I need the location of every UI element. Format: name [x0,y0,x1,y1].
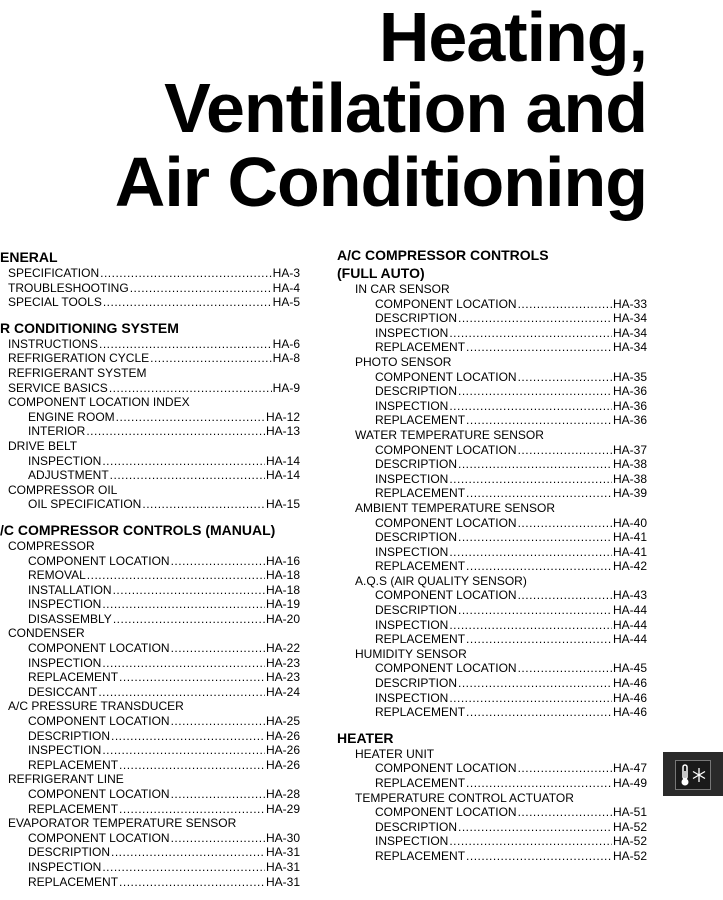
toc-entry[interactable] [0,424,300,439]
toc-entry-label: COMPONENT LOCATION [375,442,517,457]
toc-entry-label: COMPONENT LOCATION [375,296,517,311]
toc-page-number: HA-39 [612,486,647,501]
toc-entry[interactable] [337,472,647,487]
toc-entry-label: SERVICE BASICS [8,380,108,395]
toc-page-number: HA-44 [612,632,647,647]
dot-leader [109,381,272,396]
toc-entry[interactable] [337,805,647,820]
toc-entry-label: COMPONENT LOCATION [375,588,517,603]
dot-leader [111,729,265,744]
dot-leader [518,297,612,312]
toc-group-label: HUMIDITY SENSOR [355,646,467,661]
toc-entry[interactable] [0,381,300,396]
toc-group-label: COMPRESSOR [8,538,95,553]
toc-entry[interactable] [337,326,647,341]
dot-leader [113,583,265,598]
toc-entry-label: INSPECTION [375,544,449,559]
toc-page-number: HA-46 [612,690,647,705]
toc-page-number: HA-18 [265,568,300,583]
dot-leader [466,559,612,574]
toc-page-number: HA-19 [265,597,300,612]
dot-leader [518,661,612,676]
toc-entry-label: DESCRIPTION [28,728,111,743]
dot-leader [518,588,612,603]
toc-entry[interactable] [0,831,300,846]
toc-entry[interactable] [0,554,300,569]
toc-entry-label: INSPECTION [375,617,449,632]
dot-leader [102,597,265,612]
toc-entry-label: INSPECTION [28,597,102,612]
toc-entry-label: INSPECTION [375,471,449,486]
toc-entry-label: COMPONENT LOCATION [28,553,170,568]
dot-leader [518,443,612,458]
dot-leader [458,676,612,691]
toc-page-number: HA-38 [612,457,647,472]
toc-entry[interactable] [337,413,647,428]
dot-leader [518,761,612,776]
dot-leader [449,618,612,633]
toc-entry[interactable] [0,497,300,512]
toc-page-number: HA-16 [265,553,300,568]
toc-group-label: COMPONENT LOCATION INDEX [8,395,190,410]
dot-leader [171,554,265,569]
toc-group-label: A.Q.S (AIR QUALITY SENSOR) [355,573,527,588]
toc-entry-label: REPLACEMENT [28,801,119,816]
dot-leader [518,516,612,531]
toc-entry[interactable] [337,632,647,647]
toc-entry-label: DESCRIPTION [375,457,458,472]
dot-leader [119,670,265,685]
dot-leader [111,845,265,860]
toc-entry[interactable] [0,714,300,729]
toc-entry-label: INSPECTION [28,859,102,874]
toc-entry[interactable] [337,516,647,531]
toc-page-number: HA-45 [612,661,647,676]
toc-page-number: HA-5 [272,295,300,310]
toc-entry[interactable] [337,457,647,472]
toc-entry-label: DESCRIPTION [375,311,458,326]
toc-entry-label: REPLACEMENT [28,757,119,772]
dot-leader [458,603,612,618]
toc-page-number: HA-41 [612,544,647,559]
toc-entry[interactable] [0,612,300,627]
toc-entry[interactable] [337,559,647,574]
toc-entry-label: DESCRIPTION [375,676,458,691]
toc-entry-label: INSPECTION [375,398,449,413]
toc-entry[interactable] [0,281,300,296]
toc-page-number: HA-14 [265,453,300,468]
dot-leader [99,337,272,352]
toc-entry[interactable] [337,311,647,326]
section-heading: (FULL AUTO) [337,265,425,281]
toc-page-number: HA-31 [265,874,300,889]
title-line-2: Ventilation and [164,69,647,147]
toc-page-number: HA-43 [612,588,647,603]
toc-page-number: HA-26 [265,728,300,743]
toc-page-number: HA-41 [612,530,647,545]
toc-entry-label: TROUBLESHOOTING [8,280,129,295]
toc-entry-label: REPLACEMENT [375,705,466,720]
dot-leader [142,497,265,512]
toc-entry[interactable] [0,568,300,583]
toc-entry[interactable] [0,802,300,817]
toc-entry-label: REPLACEMENT [375,340,466,355]
toc-entry[interactable] [337,370,647,385]
toc-page-number: HA-51 [612,805,647,820]
toc-entry[interactable] [0,845,300,860]
toc-entry[interactable] [337,834,647,849]
toc-page-number: HA-3 [272,266,300,280]
toc-page-number: HA-37 [612,442,647,457]
toc-page-number: HA-36 [612,413,647,428]
toc-entry[interactable] [337,761,647,776]
dot-leader [449,399,612,414]
dot-leader [130,281,272,296]
toc-page-number: HA-46 [612,705,647,720]
dot-leader [518,370,612,385]
toc-entry-label: DISASSEMBLY [28,611,112,626]
toc-entry[interactable] [0,860,300,875]
toc-entry[interactable] [337,384,647,399]
toc-page-number: HA-15 [265,497,300,512]
toc-entry-label: COMPONENT LOCATION [28,641,170,656]
toc-entry-label: COMPONENT LOCATION [375,661,517,676]
toc-page-number: HA-8 [272,351,300,366]
toc-entry-label: INSPECTION [28,655,102,670]
toc-entry-label: REPLACEMENT [375,413,466,428]
dot-leader [171,831,265,846]
toc-group-label: DRIVE BELT [8,438,78,453]
toc-entry-label: SPECIAL TOOLS [8,295,102,310]
toc-page-number: HA-9 [272,380,300,395]
toc-group-label: TEMPERATURE CONTROL ACTUATOR [355,790,574,805]
dot-leader [102,454,265,469]
dot-leader [116,410,265,425]
toc-entry[interactable] [337,603,647,618]
dot-leader [87,568,265,583]
toc-page-number: HA-14 [265,468,300,483]
toc-entry-label: INSTRUCTIONS [8,336,98,351]
toc-group-label: CONDENSER [8,626,85,641]
toc-entry-label: REPLACEMENT [375,776,466,790]
toc-page-number: HA-42 [612,559,647,574]
toc-page-number: HA-46 [612,676,647,691]
toc-entry[interactable] [0,875,300,890]
toc-page-number: HA-26 [265,757,300,772]
toc-group-label: WATER TEMPERATURE SENSOR [355,427,544,442]
toc-page-number: HA-18 [265,582,300,597]
toc-page-number: HA-34 [612,340,647,355]
dot-leader [458,384,612,399]
dot-leader [171,714,265,729]
toc-entry[interactable] [0,454,300,469]
toc-entry[interactable] [337,297,647,312]
toc-page-number: HA-29 [265,801,300,816]
toc-page-number: HA-28 [265,787,300,801]
dot-leader [119,875,265,890]
dot-leader [150,351,272,366]
toc-group-label: REFRIGERANT LINE [8,772,124,787]
toc-page-number: HA-49 [612,776,647,790]
section-heading: /C COMPRESSOR CONTROLS (MANUAL) [0,521,276,538]
toc-page-number: HA-31 [265,859,300,874]
title-line-1: Heating, [378,0,647,76]
toc-entry[interactable] [0,351,300,366]
toc-entry-label: INSPECTION [375,325,449,340]
toc-entry-label: DESCRIPTION [375,530,458,545]
toc-page-number: HA-36 [612,398,647,413]
thermometer-snowflake-icon [675,760,711,790]
toc-entry-label: COMPONENT LOCATION [375,515,517,530]
toc-page-number: HA-23 [265,670,300,685]
toc-entry[interactable] [337,676,647,691]
toc-entry[interactable] [337,340,647,355]
toc-entry-label: INSPECTION [375,834,449,849]
toc-entry[interactable] [337,776,647,791]
dot-leader [449,545,612,560]
dot-leader [102,743,265,758]
toc-entry[interactable] [0,656,300,671]
toc-entry[interactable] [0,597,300,612]
toc-page-number: HA-34 [612,325,647,340]
dot-leader [466,705,612,720]
toc-page-number: HA-44 [612,617,647,632]
toc-entry-label: REPLACEMENT [28,874,119,889]
toc-entry-label: COMPONENT LOCATION [28,787,170,801]
toc-right-column [337,246,647,864]
dot-leader [449,472,612,487]
dot-leader [103,295,272,310]
toc-entry[interactable] [0,583,300,598]
toc-entry-label: INSPECTION [28,743,102,758]
toc-entry[interactable] [0,787,300,802]
toc-page-number: HA-12 [265,409,300,424]
toc-page-number: HA-22 [265,641,300,656]
dot-leader [449,691,612,706]
section-heading: R CONDITIONING SYSTEM [0,319,179,336]
toc-page-number: HA-40 [612,515,647,530]
toc-entry-label: REFRIGERATION CYCLE [8,351,150,366]
toc-group-label: REFRIGERANT SYSTEM [8,365,147,380]
toc-entry[interactable] [0,743,300,758]
toc-entry-label: INSTALLATION [28,582,112,597]
toc-page-number: HA-23 [265,655,300,670]
dot-leader [458,457,612,472]
toc-group-label: COMPRESSOR OIL [8,482,118,497]
toc-page-number: HA-25 [265,714,300,729]
toc-left-column [0,248,300,889]
toc-page-number: HA-6 [272,336,300,351]
toc-entry-label: DESCRIPTION [28,845,111,860]
toc-entry-label: REPLACEMENT [28,670,119,685]
section-heading: HEATER [337,729,394,746]
toc-entry[interactable] [0,641,300,656]
dot-leader [119,758,265,773]
toc-entry-label: REPLACEMENT [375,559,466,574]
toc-group-label: EVAPORATOR TEMPERATURE SENSOR [8,816,237,831]
toc-entry[interactable] [337,486,647,501]
dot-leader [458,311,612,326]
dot-leader [102,656,265,671]
toc-page-number: HA-26 [265,743,300,758]
dot-leader [466,486,612,501]
dot-leader [449,834,612,849]
dot-leader [466,776,612,791]
section-heading: ENERAL [0,249,58,265]
toc-group-label: HEATER UNIT [355,746,435,761]
toc-entry-label: DESCRIPTION [375,603,458,618]
dot-leader [102,860,265,875]
toc-entry[interactable] [337,545,647,560]
toc-page-number: HA-44 [612,603,647,618]
toc-entry-label: INSPECTION [375,690,449,705]
toc-group-label: AMBIENT TEMPERATURE SENSOR [355,500,556,515]
toc-entry-label: SPECIFICATION [8,266,100,280]
toc-entry[interactable] [0,337,300,352]
toc-entry-label: DESICCANT [28,684,98,699]
toc-entry-label: DESCRIPTION [375,384,458,399]
dot-leader [518,805,612,820]
toc-page-number: HA-36 [612,384,647,399]
toc-entry[interactable] [0,410,300,425]
dot-leader [458,530,612,545]
dot-leader [98,685,265,700]
toc-page-number: HA-31 [265,845,300,860]
toc-entry-label: REPLACEMENT [375,848,466,863]
toc-entry-label: COMPONENT LOCATION [28,830,170,845]
toc-entry[interactable] [337,443,647,458]
toc-page-number: HA-24 [265,684,300,699]
title-line-3: Air Conditioning [114,143,647,221]
dot-leader [110,468,265,483]
toc-entry[interactable] [0,295,300,310]
toc-entry[interactable] [337,618,647,633]
section-tab[interactable] [663,752,723,796]
toc-entry-label: REMOVAL [28,568,86,583]
dot-leader [466,413,612,428]
dot-leader [86,424,265,439]
toc-page-number: HA-52 [612,819,647,834]
toc-page-number: HA-38 [612,471,647,486]
toc-page-number: HA-33 [612,296,647,311]
toc-page-number: HA-13 [265,424,300,439]
toc-page-number: HA-52 [612,834,647,849]
toc-entry-label: COMPONENT LOCATION [375,369,517,384]
toc-entry[interactable] [337,399,647,414]
toc-entry[interactable] [337,849,647,864]
section-heading: A/C COMPRESSOR CONTROLS [337,247,549,263]
toc-entry-label: ENGINE ROOM [28,409,115,424]
toc-entry-label: REPLACEMENT [375,486,466,501]
toc-group-label: IN CAR SENSOR [355,282,450,296]
toc-entry-label: REPLACEMENT [375,632,466,647]
toc-page-number: HA-30 [265,830,300,845]
toc-entry-label: COMPONENT LOCATION [28,714,170,729]
toc-group-label: A/C PRESSURE TRANSDUCER [8,699,184,714]
dot-leader [466,340,612,355]
dot-leader [100,266,272,281]
toc-group-label: PHOTO SENSOR [355,354,452,369]
toc-entry-label: INTERIOR [28,424,86,439]
toc-entry[interactable] [0,729,300,744]
toc-page-number: HA-34 [612,311,647,326]
toc-page-number: HA-35 [612,369,647,384]
toc-page-number: HA-4 [272,280,300,295]
toc-entry[interactable] [0,266,300,281]
toc-entry[interactable] [337,691,647,706]
toc-entry-label: INSPECTION [28,453,102,468]
toc-entry[interactable] [337,820,647,835]
toc-entry-label: ADJUSTMENT [28,468,109,483]
dot-leader [466,632,612,647]
toc-entry[interactable] [337,705,647,720]
toc-entry[interactable] [337,661,647,676]
toc-entry[interactable] [0,758,300,773]
dot-leader [466,849,612,864]
toc-entry[interactable] [0,685,300,700]
toc-page-number: HA-52 [612,848,647,863]
dot-leader [171,641,265,656]
dot-leader [119,802,265,817]
toc-entry-label: OIL SPECIFICATION [28,497,142,512]
toc-entry[interactable] [337,530,647,545]
dot-leader [449,326,612,341]
toc-entry-label: COMPONENT LOCATION [375,805,517,820]
toc-entry[interactable] [0,670,300,685]
toc-entry-label: COMPONENT LOCATION [375,761,517,776]
toc-page-number: HA-47 [612,761,647,776]
dot-leader [458,820,612,835]
toc-entry-label: DESCRIPTION [375,819,458,834]
dot-leader [171,787,265,802]
toc-entry[interactable] [337,588,647,603]
dot-leader [113,612,265,627]
toc-entry[interactable] [0,468,300,483]
toc-page-number: HA-20 [265,611,300,626]
